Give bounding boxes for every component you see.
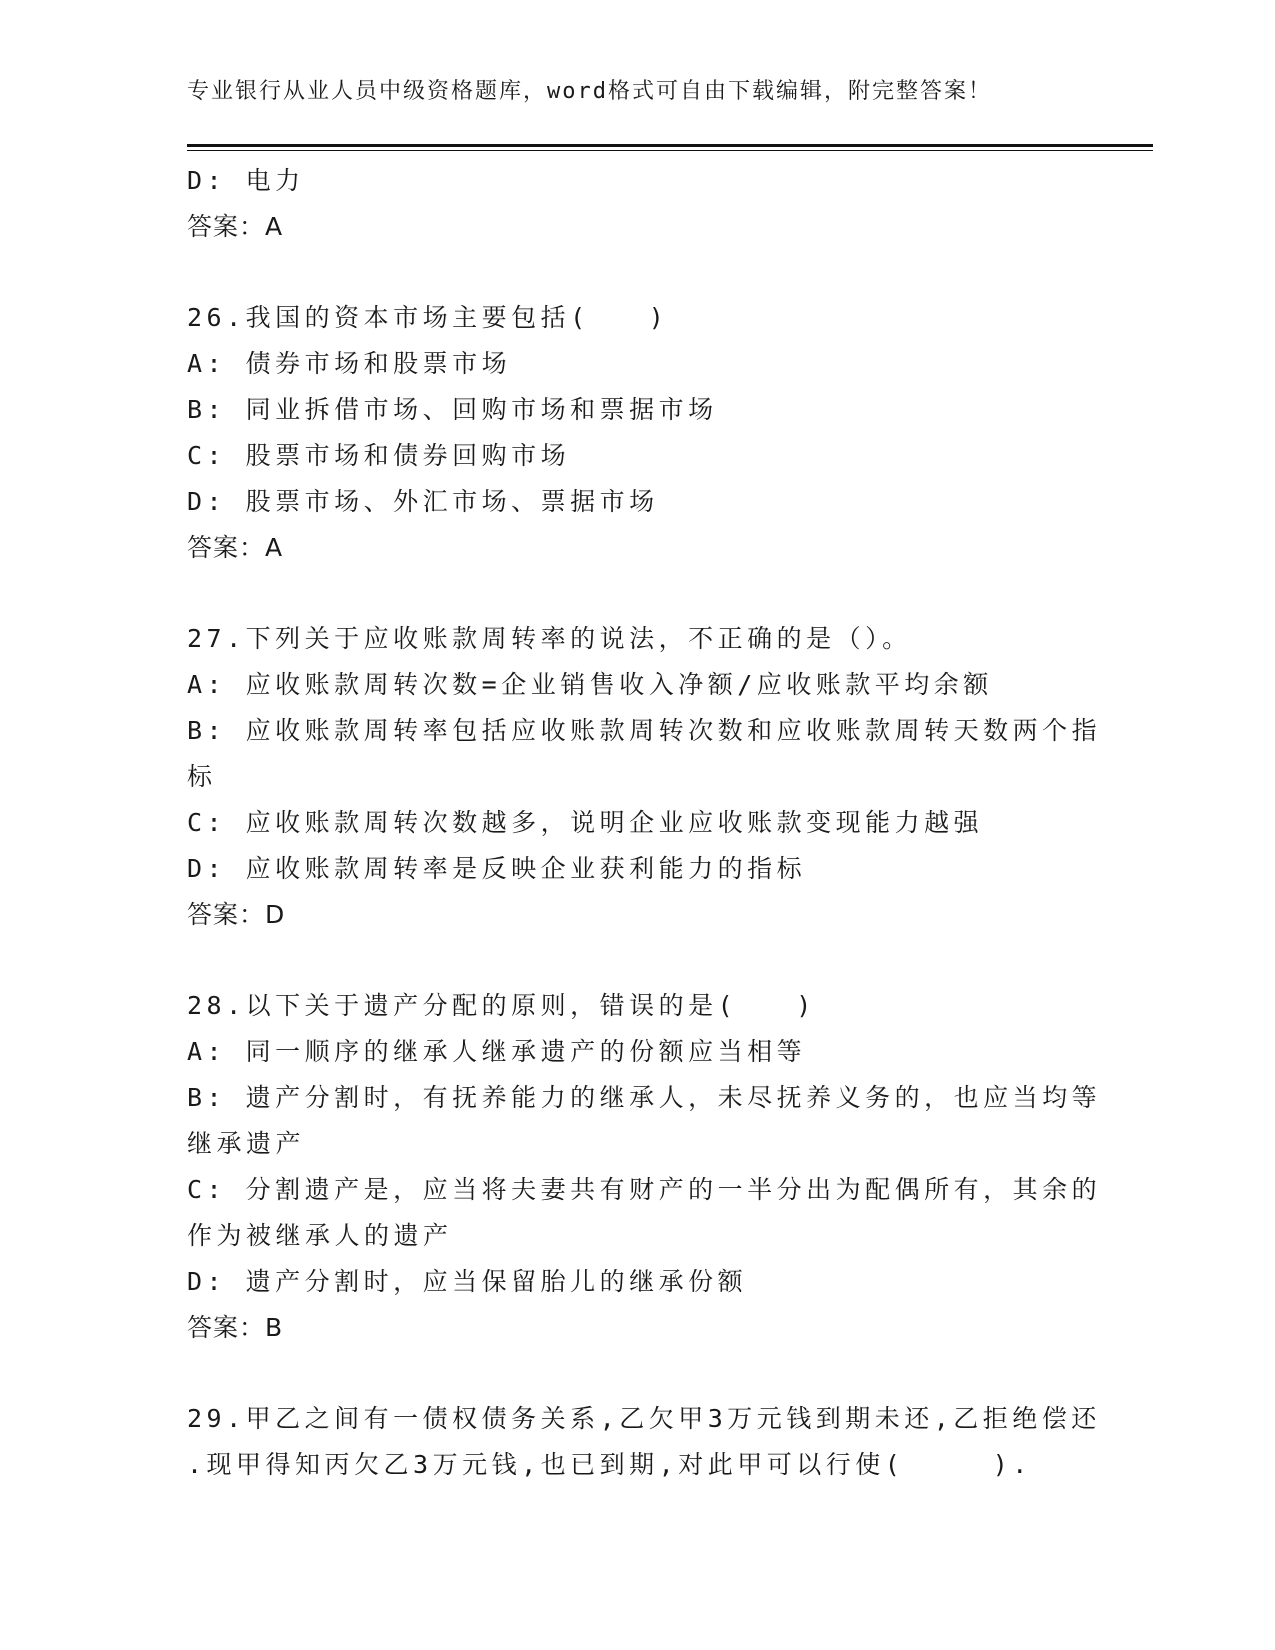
question-block bbox=[187, 616, 1102, 938]
answer: 答案：B bbox=[187, 1313, 284, 1342]
option-b: B: 遗产分割时，有抚养能力的继承人，未尽抚养义务的，也应当均等 bbox=[187, 1083, 1102, 1112]
spacer bbox=[187, 1351, 1087, 1396]
option-c-continued: 作为被继承人的遗产 bbox=[187, 1221, 453, 1250]
question-list bbox=[187, 158, 1102, 1488]
option-d: D: 遗产分割时，应当保留胎儿的继承份额 bbox=[187, 1267, 748, 1296]
spacer bbox=[187, 250, 1087, 295]
page-header: 专业银行从业人员中级资格题库，word格式可自由下载编辑，附完整答案！ bbox=[187, 79, 992, 104]
option-c: C: 股票市场和债券回购市场 bbox=[187, 441, 571, 470]
answer: 答案：A bbox=[187, 533, 284, 562]
option-b-continued: 标 bbox=[187, 762, 217, 791]
answer: 答案：D bbox=[187, 900, 286, 929]
option-b: B: 应收账款周转率包括应收账款周转次数和应收账款周转天数两个指 bbox=[187, 716, 1102, 745]
spacer bbox=[187, 571, 1087, 616]
prev-answer: 答案：A bbox=[187, 212, 284, 241]
option-b-continued: 继承遗产 bbox=[187, 1129, 306, 1158]
option-c: C: 应收账款周转次数越多，说明企业应收账款变现能力越强 bbox=[187, 808, 984, 837]
question-block bbox=[187, 1396, 1101, 1488]
option-d: D: 应收账款周转率是反映企业获利能力的指标 bbox=[187, 854, 807, 883]
question-block bbox=[187, 295, 1087, 571]
question-stem: 27.下列关于应收账款周转率的说法，不正确的是（）。 bbox=[187, 624, 912, 653]
header-divider-thin bbox=[187, 150, 1153, 151]
option-c: C: 分割遗产是，应当将夫妻共有财产的一半分出为配偶所有，其余的 bbox=[187, 1175, 1102, 1204]
question-stem: 26.我国的资本市场主要包括( ) bbox=[187, 303, 669, 332]
spacer bbox=[187, 938, 1087, 983]
prev-option-d: D: 电力 bbox=[187, 166, 305, 195]
question-block bbox=[187, 983, 1102, 1351]
option-d: D: 股票市场、外汇市场、票据市场 bbox=[187, 487, 659, 516]
question-stem: 29.甲乙之间有一债权债务关系,乙欠甲3万元钱到期未还,乙拒绝偿还 bbox=[187, 1404, 1101, 1433]
option-b: B: 同业拆借市场、回购市场和票据市场 bbox=[187, 395, 718, 424]
option-a: A: 同一顺序的继承人继承遗产的份额应当相等 bbox=[187, 1037, 807, 1066]
question-stem: 28.以下关于遗产分配的原则，错误的是( ) bbox=[187, 991, 816, 1020]
option-a: A: 应收账款周转次数=企业销售收入净额/应收账款平均余额 bbox=[187, 670, 993, 699]
question-stem-continued: .现甲得知丙欠乙3万元钱,也已到期,对此甲可以行使( ). bbox=[187, 1450, 1032, 1479]
option-a: A: 债券市场和股票市场 bbox=[187, 349, 512, 378]
header-divider-thick bbox=[187, 144, 1153, 147]
